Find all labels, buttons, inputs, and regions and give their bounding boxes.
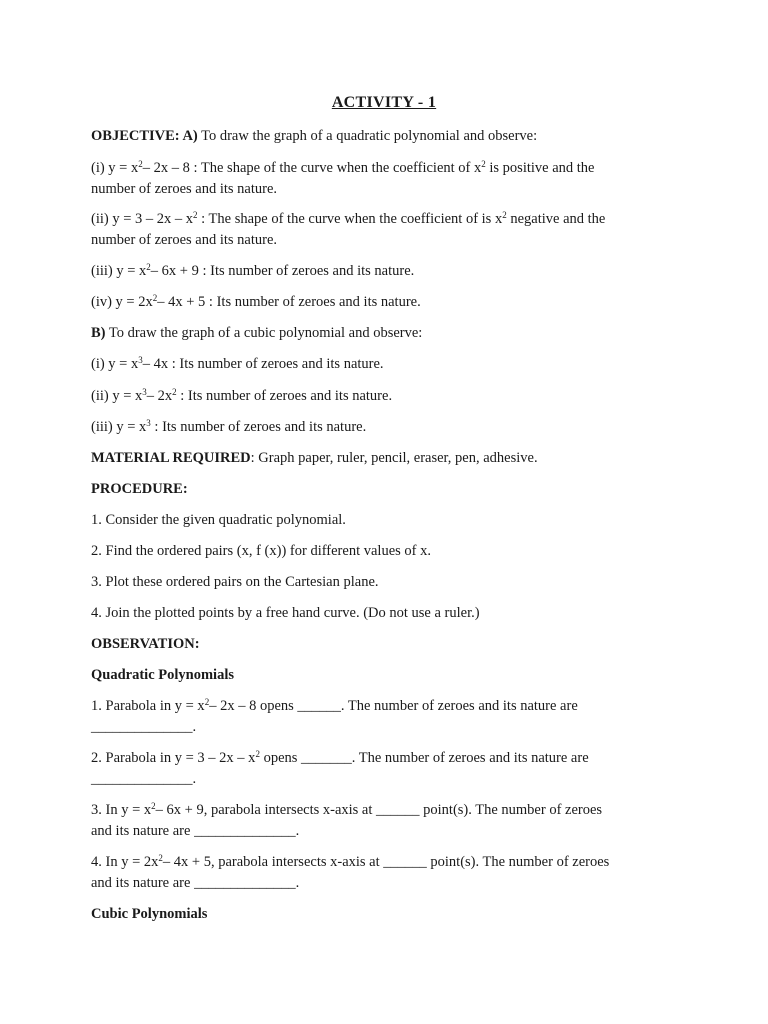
quadratic-item-4 xyxy=(91,292,681,313)
cubic-heading-text: Cubic Polynomials xyxy=(91,906,208,922)
item-text: 2. Parabola in y = 3 – 2x – x xyxy=(91,750,256,766)
observation-q1 xyxy=(91,696,681,717)
item-text: 1. Parabola in y = x xyxy=(91,698,205,714)
quadratic-heading-text: Quadratic Polynomials xyxy=(91,667,234,683)
procedure-step-3: 3. Plot these ordered pairs on the Cartesian plane. xyxy=(91,574,379,590)
item-text: opens _______. The number of zeroes and its nature are xyxy=(259,750,589,766)
quadratic-item-2 xyxy=(91,209,681,230)
procedure-label: PROCEDURE: xyxy=(91,481,188,497)
material-label: MATERIAL REQUIRED xyxy=(91,450,251,466)
observation-q3 xyxy=(91,800,681,821)
superscript: 2 xyxy=(502,210,507,220)
item-text: (ii) y = x xyxy=(91,388,143,404)
superscript: 3 xyxy=(138,355,143,365)
item-text: (i) y = x xyxy=(91,160,139,176)
item-text: : Its number of zeroes and its nature. xyxy=(176,388,393,404)
quadratic-item-1-cont: number of zeroes and its nature. xyxy=(91,181,278,197)
item-text: – 4x + 5, parabola intersects x-axis at ______ point(s). The number of zeroes xyxy=(162,854,610,870)
observation-q4 xyxy=(91,852,681,873)
quadratic-item-3 xyxy=(91,261,681,282)
objective-text: To draw the graph of a quadratic polynomial and observe: xyxy=(197,128,538,144)
objective-line xyxy=(91,126,681,147)
procedure-step-1: 1. Consider the given quadratic polynomial. xyxy=(91,512,346,528)
item-text: – 6x + 9, parabola intersects x-axis at ______ point(s). The number of zeroes xyxy=(155,802,603,818)
quadratic-heading xyxy=(91,665,681,686)
procedure-heading xyxy=(91,479,681,500)
superscript: 2 xyxy=(138,159,143,169)
observation-label: OBSERVATION: xyxy=(91,636,200,652)
item-text: (iii) y = x xyxy=(91,419,147,435)
item-text: (iii) y = x xyxy=(91,263,147,279)
material-text: : Graph paper, ruler, pencil, eraser, pen, adhesive. xyxy=(250,450,538,466)
item-text: – 2x – 8 : The shape of the curve when the coefficient of x xyxy=(142,160,482,176)
superscript: 2 xyxy=(193,210,198,220)
item-text: – 4x : Its number of zeroes and its nature. xyxy=(142,356,384,372)
item-text: – 2x – 8 opens ______. The number of zeroes and its nature are xyxy=(209,698,578,714)
item-text: – 6x + 9 : Its number of zeroes and its nature. xyxy=(150,263,415,279)
item-text: 3. In y = x xyxy=(91,802,152,818)
superscript: 2 xyxy=(151,801,156,811)
superscript: 3 xyxy=(142,387,147,397)
observation-q3-cont: and its nature are ______________. xyxy=(91,823,300,839)
objective-b-line xyxy=(91,323,681,344)
item-text: 4. In y = 2x xyxy=(91,854,159,870)
item-text: – 2x xyxy=(146,388,173,404)
objective-b-text: To draw the graph of a cubic polynomial and observe: xyxy=(105,325,423,341)
quadratic-item-2-cont: number of zeroes and its nature. xyxy=(91,232,278,248)
observation-q1-cont: ______________. xyxy=(91,719,197,735)
item-text: : The shape of the curve when the coefficient of is x xyxy=(197,211,503,227)
procedure-step-4: 4. Join the plotted points by a free hand curve. (Do not use a ruler.) xyxy=(91,605,480,621)
item-text: negative and the xyxy=(506,211,606,227)
superscript: 3 xyxy=(146,418,151,428)
item-text: is positive and the xyxy=(485,160,595,176)
objective-label: OBJECTIVE: A) xyxy=(91,128,198,144)
item-text: – 4x + 5 : Its number of zeroes and its nature. xyxy=(157,294,421,310)
observation-q2-cont: ______________. xyxy=(91,771,197,787)
cubic-item-3 xyxy=(91,417,681,438)
superscript: 2 xyxy=(152,293,158,303)
material-line xyxy=(91,448,681,469)
cubic-item-2 xyxy=(91,386,681,407)
superscript: 2 xyxy=(172,387,177,397)
item-text: : Its number of zeroes and its nature. xyxy=(150,419,367,435)
observation-q4-cont: and its nature are ______________. xyxy=(91,875,300,891)
superscript: 2 xyxy=(204,697,210,707)
item-text: (ii) y = 3 – 2x – x xyxy=(91,211,194,227)
quadratic-item-1 xyxy=(91,158,681,179)
item-text: (i) y = x xyxy=(91,356,139,372)
superscript: 2 xyxy=(481,159,486,169)
item-text: (iv) y = 2x xyxy=(91,294,153,310)
objective-b-label: B) xyxy=(91,325,106,341)
observation-q2 xyxy=(91,748,681,769)
superscript: 2 xyxy=(255,749,260,759)
page-title: ACTIVITY - 1 xyxy=(331,94,437,111)
procedure-step-2: 2. Find the ordered pairs (x, f (x)) for different values of x. xyxy=(91,543,431,559)
cubic-heading xyxy=(91,904,681,925)
superscript: 2 xyxy=(158,853,163,863)
superscript: 2 xyxy=(146,262,151,272)
observation-heading xyxy=(91,634,681,655)
cubic-item-1 xyxy=(91,354,681,375)
